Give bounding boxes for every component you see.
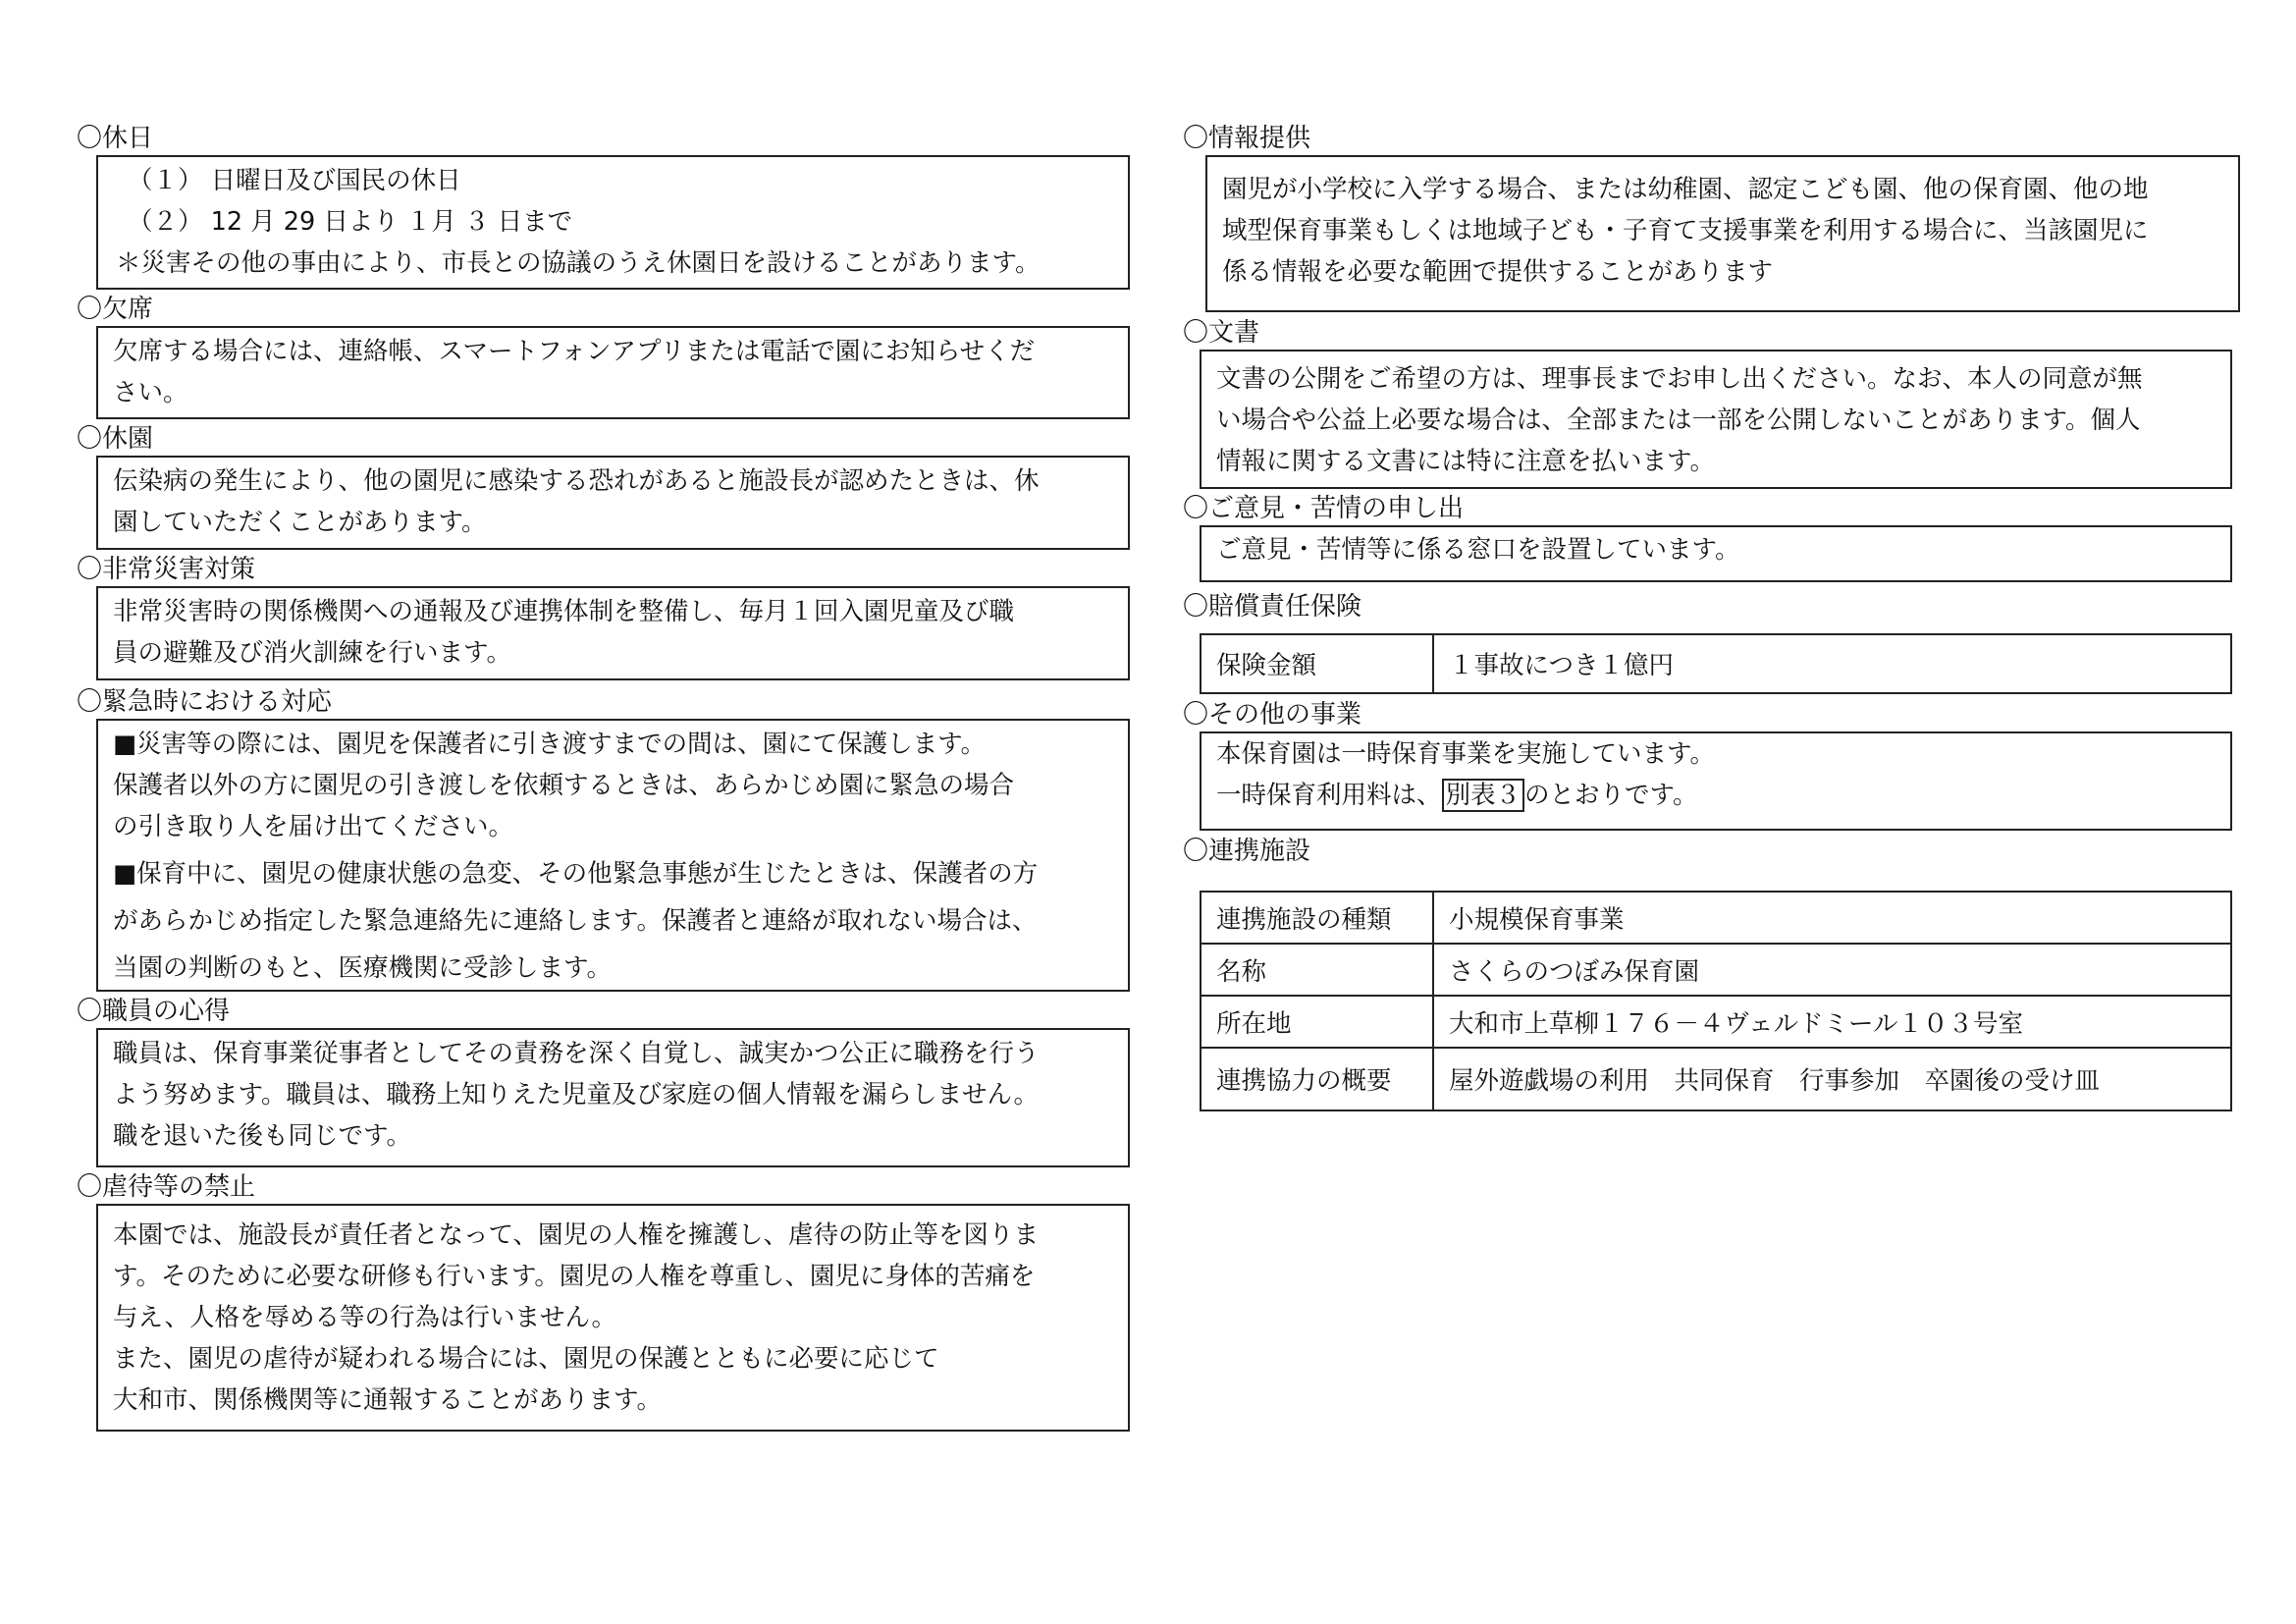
other-heading: 〇その他の事業 xyxy=(1183,700,1362,730)
abuse-heading: 〇虐待等の禁止 xyxy=(77,1172,256,1202)
other-line-2-pre: 一時保育利用料は、 xyxy=(1216,781,1442,810)
disaster-line-2: 員の避難及び消火訓練を行います。 xyxy=(113,638,511,668)
complaints-box xyxy=(1200,525,2232,582)
emergency-line-1: ■災害等の際には、園児を保護者に引き渡すまでの間は、園にて保護します。 xyxy=(113,730,987,759)
staff-line-2: よう努めます。職員は、職務上知りえた児童及び家庭の個人情報を漏らしません。 xyxy=(113,1080,1039,1110)
appendix-reference: 別表３ xyxy=(1442,779,1525,812)
other-line-1: 本保育園は一時保育事業を実施しています。 xyxy=(1216,739,1715,769)
documents-heading: 〇文書 xyxy=(1183,318,1260,348)
emergency-line-3: の引き取り人を届け出てください。 xyxy=(113,812,514,841)
closure-box xyxy=(96,456,1130,550)
partner-summary-value: 屋外遊戯場の利用 共同保育 行事参加 卒園後の受け皿 xyxy=(1433,1048,2231,1110)
table-row xyxy=(1201,944,2231,996)
partner-name-value: さくらのつぼみ保育園 xyxy=(1433,944,2231,996)
abuse-line-4: また、園児の虐待が疑われる場合には、園児の保護とともに必要に応じて xyxy=(113,1344,939,1374)
partner-heading: 〇連携施設 xyxy=(1183,837,1311,866)
table-row xyxy=(1201,996,2231,1048)
disaster-line-1: 非常災害時の関係機関への通報及び連携体制を整備し、毎月１回入園児童及び職 xyxy=(113,597,1015,626)
staff-heading: 〇職員の心得 xyxy=(77,997,231,1026)
other-line-2 xyxy=(1216,775,2230,816)
abuse-line-3: 与え、人格を辱める等の行為は行いません。 xyxy=(113,1303,617,1332)
holiday-line-3: ＊災害その他の事由により、市長との協議のうえ休園日を設けることがあります。 xyxy=(116,248,1041,278)
other-box xyxy=(1200,731,2232,831)
disaster-heading: 〇非常災害対策 xyxy=(77,555,256,584)
emergency-heading: 〇緊急時における対応 xyxy=(77,687,333,717)
partner-summary-label: 連携協力の概要 xyxy=(1201,1048,1433,1110)
insurance-label: 保険金額 xyxy=(1201,634,1433,693)
abuse-line-5: 大和市、関係機関等に通報することがあります。 xyxy=(113,1385,662,1415)
insurance-heading: 〇賠償責任保険 xyxy=(1183,592,1362,622)
info-box xyxy=(1205,155,2240,312)
closure-line-2: 園していただくことがあります。 xyxy=(113,508,487,537)
insurance-value: １事故につき１億円 xyxy=(1433,634,2231,693)
partner-name-label: 名称 xyxy=(1201,944,1433,996)
right-column xyxy=(1183,122,2233,1111)
emergency-box xyxy=(96,719,1130,992)
documents-line-2: い場合や公益上必要な場合は、全部または一部を公開しないことがあります。個人 xyxy=(1216,406,2141,435)
abuse-box xyxy=(96,1204,1130,1432)
staff-line-3: 職を退いた後も同じです。 xyxy=(113,1121,411,1151)
table-row xyxy=(1201,1048,2231,1110)
holiday-line-1: （１） 日曜日及び国民の休日 xyxy=(128,166,461,195)
closure-heading: 〇休園 xyxy=(77,424,154,454)
left-column xyxy=(77,122,1129,1432)
insurance-row xyxy=(1201,634,2231,693)
closure-line-1: 伝染病の発生により、他の園児に感染する恐れがあると施設長が認めたときは、休 xyxy=(113,466,1040,496)
partner-table xyxy=(1200,891,2232,1111)
documents-line-1: 文書の公開をご希望の方は、理事長までお申し出ください。なお、本人の同意が無 xyxy=(1216,364,2143,394)
partner-type-value: 小規模保育事業 xyxy=(1433,892,2231,944)
absence-heading: 〇欠席 xyxy=(77,295,154,324)
disaster-box xyxy=(96,586,1130,680)
absence-line-1: 欠席する場合には、連絡帳、スマートフォンアプリまたは電話で園にお知らせくだ xyxy=(113,337,1036,366)
staff-line-1: 職員は、保育事業従事者としてその責務を深く自覚し、誠実かつ公正に職務を行う xyxy=(113,1039,1040,1068)
emergency-line-5: があらかじめ指定した緊急連絡先に連絡します。保護者と連絡が取れない場合は、 xyxy=(113,906,1038,936)
holiday-heading: 〇休日 xyxy=(77,124,154,153)
info-line-3: 係る情報を必要な範囲で提供することがあります xyxy=(1222,257,1774,287)
emergency-line-4: ■保育中に、園児の健康状態の急変、その他緊急事態が生じたときは、保護者の方 xyxy=(113,859,1039,889)
abuse-line-1: 本園では、施設長が責任者となって、園児の人権を擁護し、虐待の防止等を図りま xyxy=(113,1220,1039,1250)
partner-address-value: 大和市上草柳１７６－４ヴェルドミール１０３号室 xyxy=(1433,996,2231,1048)
complaints-line-1: ご意見・苦情等に係る窓口を設置しています。 xyxy=(1216,535,1740,565)
emergency-line-2: 保護者以外の方に園児の引き渡しを依頼するときは、あらかじめ園に緊急の場合 xyxy=(113,771,1015,800)
documents-line-3: 情報に関する文書には特に注意を払います。 xyxy=(1216,447,1715,476)
partner-type-label: 連携施設の種類 xyxy=(1201,892,1433,944)
info-line-1: 園児が小学校に入学する場合、または幼稚園、認定こども園、他の保育園、他の地 xyxy=(1222,175,2149,204)
emergency-line-6: 当園の判断のもと、医療機関に受診します。 xyxy=(113,953,612,983)
absence-box xyxy=(96,326,1130,419)
documents-box xyxy=(1200,350,2232,489)
holiday-line-2: （２） 12 月 29 日より １月 ３ 日まで xyxy=(128,207,573,237)
abuse-line-2: す。そのために必要な研修も行います。園児の人権を尊重し、園児に身体的苦痛を xyxy=(113,1262,1036,1291)
absence-line-2: さい。 xyxy=(113,378,188,407)
insurance-table xyxy=(1200,633,2232,694)
staff-box xyxy=(96,1028,1130,1167)
table-row xyxy=(1201,892,2231,944)
info-heading: 〇情報提供 xyxy=(1183,124,1311,153)
partner-address-label: 所在地 xyxy=(1201,996,1433,1048)
complaints-heading: 〇ご意見・苦情の申し出 xyxy=(1183,494,1465,523)
info-line-2: 域型保育事業もしくは地域子ども・子育て支援事業を利用する場合に、当該園児に xyxy=(1222,216,2149,245)
other-line-2-post: のとおりです。 xyxy=(1524,781,1698,810)
holiday-box xyxy=(96,155,1130,290)
